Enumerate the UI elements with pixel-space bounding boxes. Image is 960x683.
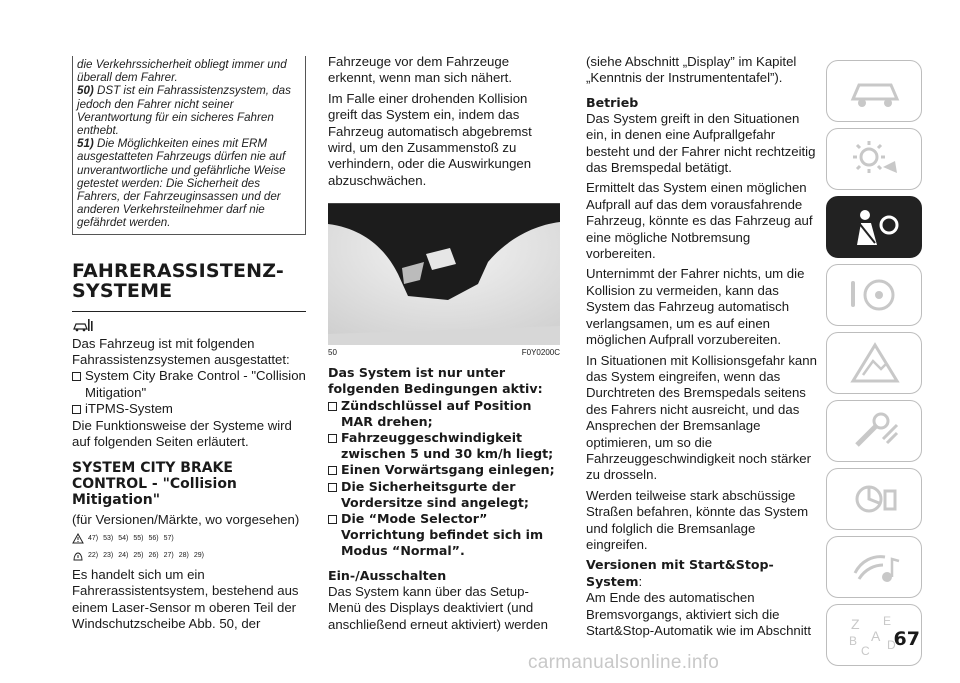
list-item: System City Brake Control - "Collision Mitigation" <box>72 368 306 401</box>
figure-code: F0Y0200C <box>521 348 560 358</box>
index-tab-emergency[interactable] <box>826 332 922 394</box>
note-continued: die Verkehrssicherheit obliegt immer und überall dem Fahrer. <box>77 58 287 85</box>
intro-text: Das Fahrzeug ist mit folgenden Fahrassistenzsystemen ausgestattet: <box>72 335 290 368</box>
list-item: Die Sicherheitsgurte der Vordersitze sind angelegt; <box>328 479 560 511</box>
svg-text:D: D <box>887 638 896 652</box>
note-51: 51) Die Möglichkeiten eines mit ERM ausgestatteten Fahrzeugs dürfen nie auf unverantwortliche und gefährliche Weise getestet werden: Die Sicherheit des Fahrers, der Fahrzeuginsassen und der anderen Verkehrsteilnehmer darf nie gefährdet werden. <box>77 137 286 230</box>
bullet-square-icon <box>72 405 81 414</box>
list-item: Einen Vorwärtsgang einlegen; <box>328 462 560 478</box>
index-tab-driving[interactable] <box>826 264 922 326</box>
operation-text-5: Werden teilweise stark abschüssige Straßen befahren, könnte das System und folglich die Bremsanlage eingreifen. <box>586 487 809 552</box>
caution-refs: 22) 23) 24) 25) 26) 27) 28) 29) <box>72 549 306 563</box>
svg-text:B: B <box>849 634 858 648</box>
specs-data-icon <box>847 477 903 521</box>
index-tab-lights[interactable] <box>826 128 922 190</box>
list-item: iTPMS-System <box>72 401 306 417</box>
bullet-square-icon <box>328 434 337 443</box>
warning-triangle-icon <box>847 341 903 385</box>
caution-hand-icon <box>72 550 84 561</box>
windshield-sensor-image <box>328 204 560 345</box>
sun-lights-icon <box>847 137 903 181</box>
desc-text: Die Funktionsweise der Systeme wird auf folgenden Seiten erläutert. <box>72 417 292 450</box>
bullet-square-icon <box>328 402 337 411</box>
start-stop-heading-line: Versionen mit Start&Stop-System: <box>586 557 774 589</box>
collision-text: Im Falle einer drohenden Kollision greift das System ein, indem das Fahrzeug automatisch abgebremst wird, um den Zusammenstoß zu verhindern, oder die Auswirkungen abzuschwächen. <box>328 90 532 188</box>
body-text-continued: Fahrzeuge vor dem Fahrzeuge erkennt, wenn man sich nähert. <box>328 54 512 86</box>
operation-text-2: Ermittelt das System einen möglichen Aufprall auf das dem vorausfahrende Fahrzeug, könnte es das Fahrzeug auf eine mögliche Notbremsung vorbereiten. <box>586 180 813 262</box>
svg-text:A: A <box>871 628 881 644</box>
column-right <box>586 54 818 639</box>
operation-text-3: Unternimmt der Fahrer nichts, um die Kollision zu vermeiden, kann das System das Fahrzeug automatisch verlangsamen, um es auf einen möglichen Aufprall vorzubereiten. <box>586 266 805 348</box>
note-50: 50) DST ist ein Fahrassistenzsystem, das jedoch den Fahrer nicht seiner Verantwortung für ein sicheres Fahren enthebt. <box>77 84 291 138</box>
list-item: Fahrzeuggeschwindigkeit zwischen 5 und 30 km/h liegt; <box>328 430 560 462</box>
car-dashboard-icon <box>847 69 903 113</box>
index-tab-specs[interactable] <box>826 468 922 530</box>
svg-text:C: C <box>861 644 870 657</box>
seatbelt-airbag-icon <box>847 205 903 249</box>
wrench-service-icon <box>847 409 903 453</box>
bullet-square-icon <box>72 372 81 381</box>
index-tab-dashboard[interactable] <box>826 60 922 122</box>
column-left <box>72 56 306 633</box>
heading-divider <box>72 311 306 312</box>
operation-text-4: In Situationen mit Kollisionsgefahr kann das System eingreifen, wenn das Durchtreten des Bremspedals seitens des Fahrers nicht ausreicht, und das Ansprechen der Bremsanlage optimieren, um so die Fahrzeuggeschwindigkeit noch stärker zu drosseln. <box>586 352 817 483</box>
car-warning-icon <box>72 318 94 332</box>
on-off-text: Das System kann über das Setup-Menü des Displays deaktiviert (und anschließend erneut aktiviert) werden <box>328 583 548 632</box>
warning-triangle-icon <box>72 533 84 544</box>
multimedia-icon <box>847 545 903 589</box>
body-text: Es handelt sich um ein Fahrerassistentsystem, bestehend aus einem Laser-Sensor m oberen Teil der Windschutzscheibe Abb. 50, der <box>72 566 299 632</box>
versions-text: (für Versionen/Märkte, wo vorgesehen) <box>72 512 300 528</box>
page-number: 67 <box>893 628 920 650</box>
sub-heading: SYSTEM CITY BRAKE CONTROL - "Collision Mitigation" <box>72 460 237 509</box>
index-tab-safety[interactable] <box>826 196 922 258</box>
section-heading: FAHRERASSISTENZ- SYSTEME <box>72 259 284 302</box>
index-tab-service[interactable] <box>826 400 922 462</box>
svg-text:Z: Z <box>851 616 860 632</box>
bullet-square-icon <box>328 483 337 492</box>
warning-refs: 47) 53) 54) 55) 56) 57) <box>72 532 306 546</box>
warning-note-box <box>72 56 306 235</box>
figure-caption <box>328 347 560 359</box>
steering-wheel-icon <box>847 273 903 317</box>
conditions-heading: Das System ist nur unter folgenden Bedingungen aktiv: <box>328 365 543 397</box>
index-tab-multimedia[interactable] <box>826 536 922 598</box>
bullet-square-icon <box>328 466 337 475</box>
watermark-text: carmanualsonline.info <box>528 652 720 673</box>
figure-number: 50 <box>328 348 337 358</box>
list-item: Zündschlüssel auf Position MAR drehen; <box>328 398 560 430</box>
driver-assist-icon <box>72 318 306 332</box>
list-item: Die “Mode Selector” Vorrichtung befindet sich im Modus “Normal”. <box>328 511 560 560</box>
operation-text-1: Das System greift in den Situationen ein, in denen eine Aufprallgefahr besteht und der Fahrer nicht rechtzeitig das Bremspedal betätigt. <box>586 110 816 176</box>
sensor-figure <box>328 203 560 345</box>
bullet-square-icon <box>328 515 337 524</box>
on-off-heading: Ein-/Ausschalten <box>328 567 447 583</box>
body-text-continued: (siehe Abschnitt „Display” im Kapitel „Kenntnis der Instrumententafel”). <box>586 54 797 86</box>
chapter-index-tabs <box>826 60 922 672</box>
start-stop-text: Am Ende des automatischen Bremsvorgangs, aktiviert sich die Start&Stop-Automatik wie im Abschnitt <box>586 590 812 638</box>
operation-heading: Betrieb <box>586 94 639 110</box>
column-middle <box>328 54 560 633</box>
svg-text:E: E <box>883 614 892 628</box>
